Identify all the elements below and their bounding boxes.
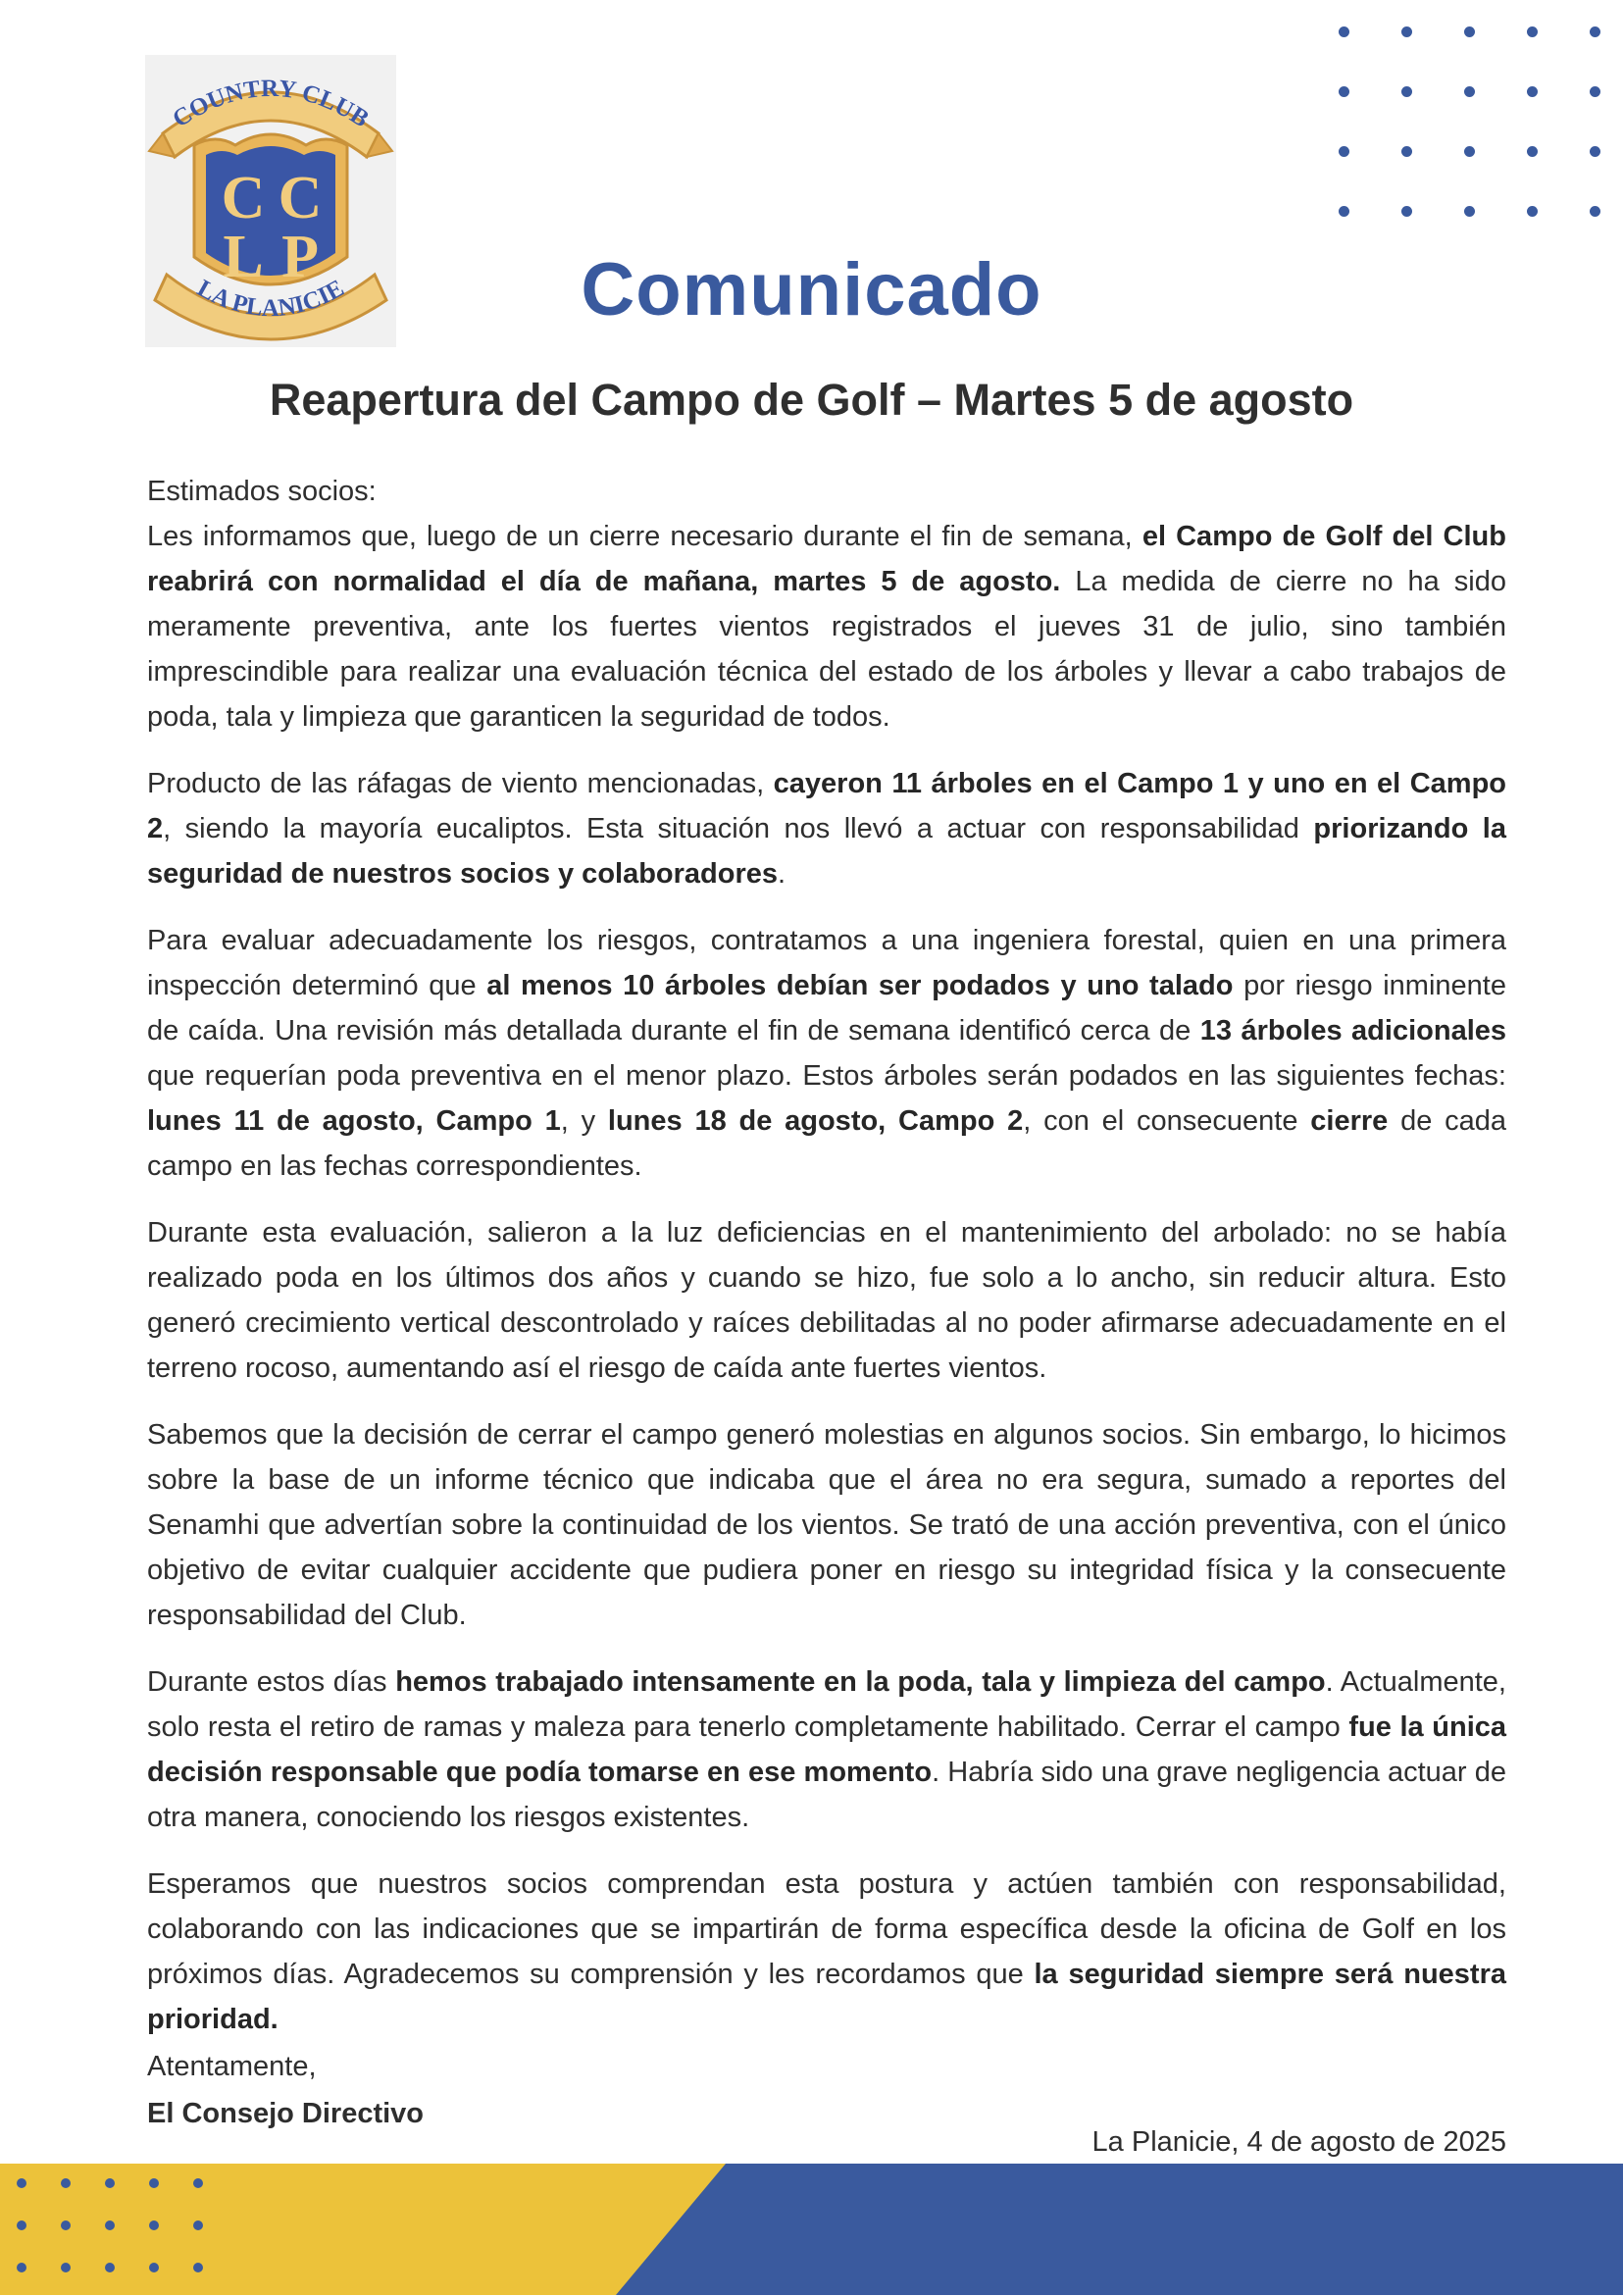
svg-text:C: C	[278, 165, 323, 231]
letter-body	[147, 469, 1506, 2064]
paragraph-4: Durante esta evaluación, salieron a la luz deficiencias en el mantenimiento del arbolado: no se había realizado poda en los últimos dos años y cuando se hizo, fue solo a lo ancho, sin reducir altura. Esto generó crecimiento vertical descontrolado y raíces debilitadas al no poder afirmarse adecuadamente en el terreno rocoso, aumentando así el riesgo de caída ante fuertes vientos.	[147, 1217, 1506, 1384]
paragraph-3: Para evaluar adecuadamente los riesgos, contratamos a una ingeniera forestal, quien en una primera inspección determinó que al menos 10 árboles debían ser podados y uno talado por riesgo inminente de caída. Una revisión más detallada durante el fin de semana identificó cerca de 13 árboles adicionales que requerían poda preventiva en el menor plazo. Estos árboles serán podados en las siguientes fechas: lunes 11 de agosto, Campo 1, y lunes 18 de agosto, Campo 2, con el consecuente cierre de cada campo en las fechas correspondientes.	[147, 925, 1507, 1182]
closing-block	[147, 2043, 424, 2137]
paragraph-1: Les informamos que, luego de un cierre necesario durante el fin de semana, el Campo de Golf del Club reabrirá con normalidad el día de mañana, martes 5 de agosto. La medida de cierre no ha sido meramente preventiva, ante los fuertes vientos registrados el jueves 31 de julio, sino también imprescindible para realizar una evaluación técnica del estado de los árboles y llevar a cabo trabajos de poda, tala y limpieza que garanticen la seguridad de todos.	[147, 521, 1506, 733]
greeting: Estimados socios:	[147, 476, 377, 507]
paragraph-7: Esperamos que nuestros socios comprendan esta postura y actúen también con responsabilidad, colaborando con las indicaciones que se impartirán de forma específica desde la oficina de Golf en los próximos días. Agradecemos su comprensión y les recordamos que la seguridad siempre será nuestra prioridad.	[147, 1868, 1507, 2035]
place-date: La Planicie, 4 de agosto de 2025	[1091, 2126, 1506, 2158]
decorative-dot-grid-top	[1339, 26, 1603, 223]
svg-text:L: L	[223, 224, 264, 290]
logo-bottom-text: LA PLANICIE	[192, 275, 349, 323]
logo-top-text: COUNTRY CLUB	[168, 75, 374, 133]
decorative-dot-grid-footer	[17, 2178, 203, 2296]
footer-blue-band	[616, 2164, 1623, 2295]
footer-band	[0, 2164, 1623, 2295]
paragraph-5: Sabemos que la decisión de cerrar el campo generó molestias en algunos socios. Sin embargo, lo hicimos sobre la base de un informe técnico que indicaba que el área no era segura, sumado a reportes del Senamhi que advertían sobre la continuidad de los vientos. Se trató de una acción preventiva, con el único objetivo de evitar cualquier accidente que pudiera poner en riesgo su integridad física y la consecuente responsabilidad del Club.	[147, 1419, 1506, 1631]
page-subtitle: Reapertura del Campo de Golf – Martes 5 de agosto	[269, 375, 1354, 425]
svg-text:P: P	[281, 224, 319, 290]
paragraph-6: Durante estos días hemos trabajado intensamente en la poda, tala y limpieza del campo. Actualmente, solo resta el retiro de ramas y maleza para tenerlo completamente habilitado. Cerrar el campo fue la única decisión responsable que podía tomarse en ese momento. Habría sido una grave negligencia actuar de otra manera, conociendo los riesgos existentes.	[147, 1666, 1507, 1833]
paragraph-2: Producto de las ráfagas de viento mencionadas, cayeron 11 árboles en el Campo 1 y uno en el Campo 2, siendo la mayoría eucaliptos. Esta situación nos llevó a actuar con responsabilidad priorizando la seguridad de nuestros socios y colaboradores.	[147, 768, 1506, 890]
closing-text: Atentamente,	[147, 2051, 317, 2082]
signature: El Consejo Directivo	[147, 2098, 425, 2129]
svg-text:C: C	[221, 165, 266, 231]
page-title: Comunicado	[581, 248, 1042, 332]
